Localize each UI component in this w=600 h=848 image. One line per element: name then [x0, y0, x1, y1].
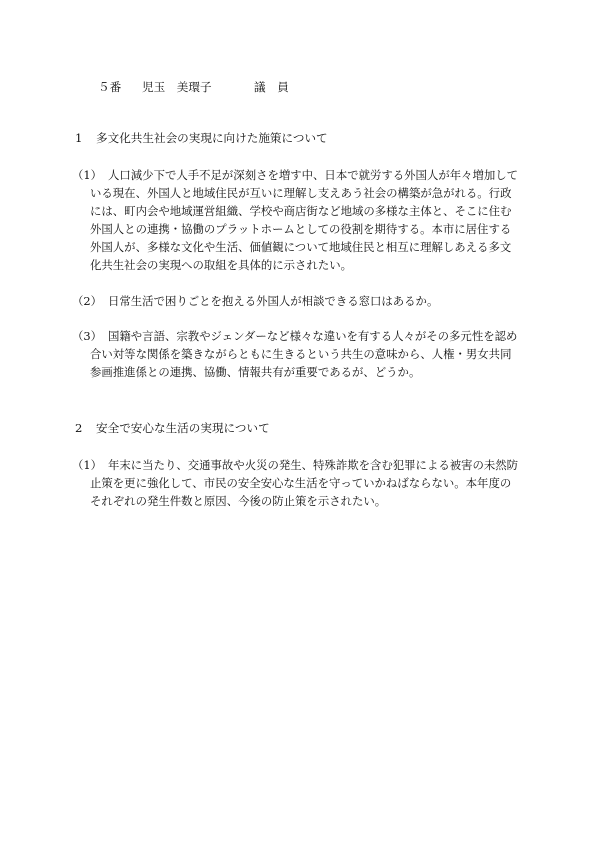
item-text-line: 外国人が、多様な文化や生活、価値観について地域住民と相互に理解しあえる多文 — [90, 240, 512, 254]
item-text-line: 化共生社会の実現への取組を具体的に示されたい。 — [90, 258, 352, 272]
item-label: （3） — [72, 329, 103, 343]
section-number: 1 — [75, 131, 83, 145]
item-text-line: 参画推進係との連携、協働、情報共有が重要であるが、どうか。 — [90, 365, 421, 379]
member-number: ５番 — [98, 80, 122, 94]
item-text-line: 国籍や言語、宗教やジェンダーなど様々な違いを有する人々がその多元性を認め — [108, 329, 518, 343]
item-text-line: 人口減少下で人手不足が深刻さを増す中、日本で就労する外国人が年々増加して — [108, 168, 519, 182]
item-text-line: には、町内会や地域運営組織、学校や商店街など地域の多様な主体と、そこに住む — [90, 204, 512, 218]
item-text-line: それぞれの発生件数と原因、今後の防止策を示されたい。 — [90, 494, 387, 508]
item-text-line: 合い対等な関係を築きながらともに生きるという共生の意味から、人権・男女共同 — [90, 347, 512, 361]
item-text-line: 外国人との連携・協働のプラットホームとしての役割を期待する。本市に居住する — [90, 222, 512, 236]
item-text-line: 年末に当たり、交通事故や火災の発生、特殊詐欺を含む犯罪による被害の未然防 — [108, 458, 519, 472]
section-title: 多文化共生社会の実現に向けた施策について — [96, 131, 328, 145]
item-text-line: 日常生活で困りごとを抱える外国人が相談できる窓口はあるか。 — [108, 294, 439, 308]
item-label: （2） — [72, 294, 103, 308]
item-label: （1） — [72, 168, 103, 182]
section-number: 2 — [75, 421, 83, 435]
member-role: 議 員 — [254, 80, 289, 94]
item-text-line: 止策を更に強化して、市民の安全安心な生活を守っていかねばならない。本年度の — [90, 476, 512, 490]
item-text-line: いる現在、外国人と地域住民が互いに理解し支えあう社会の構築が急がれる。行政 — [90, 186, 512, 200]
member-name: 児玉 美環子 — [142, 80, 212, 94]
section-title: 安全で安心な生活の実現について — [96, 421, 270, 435]
item-label: （1） — [72, 458, 103, 472]
